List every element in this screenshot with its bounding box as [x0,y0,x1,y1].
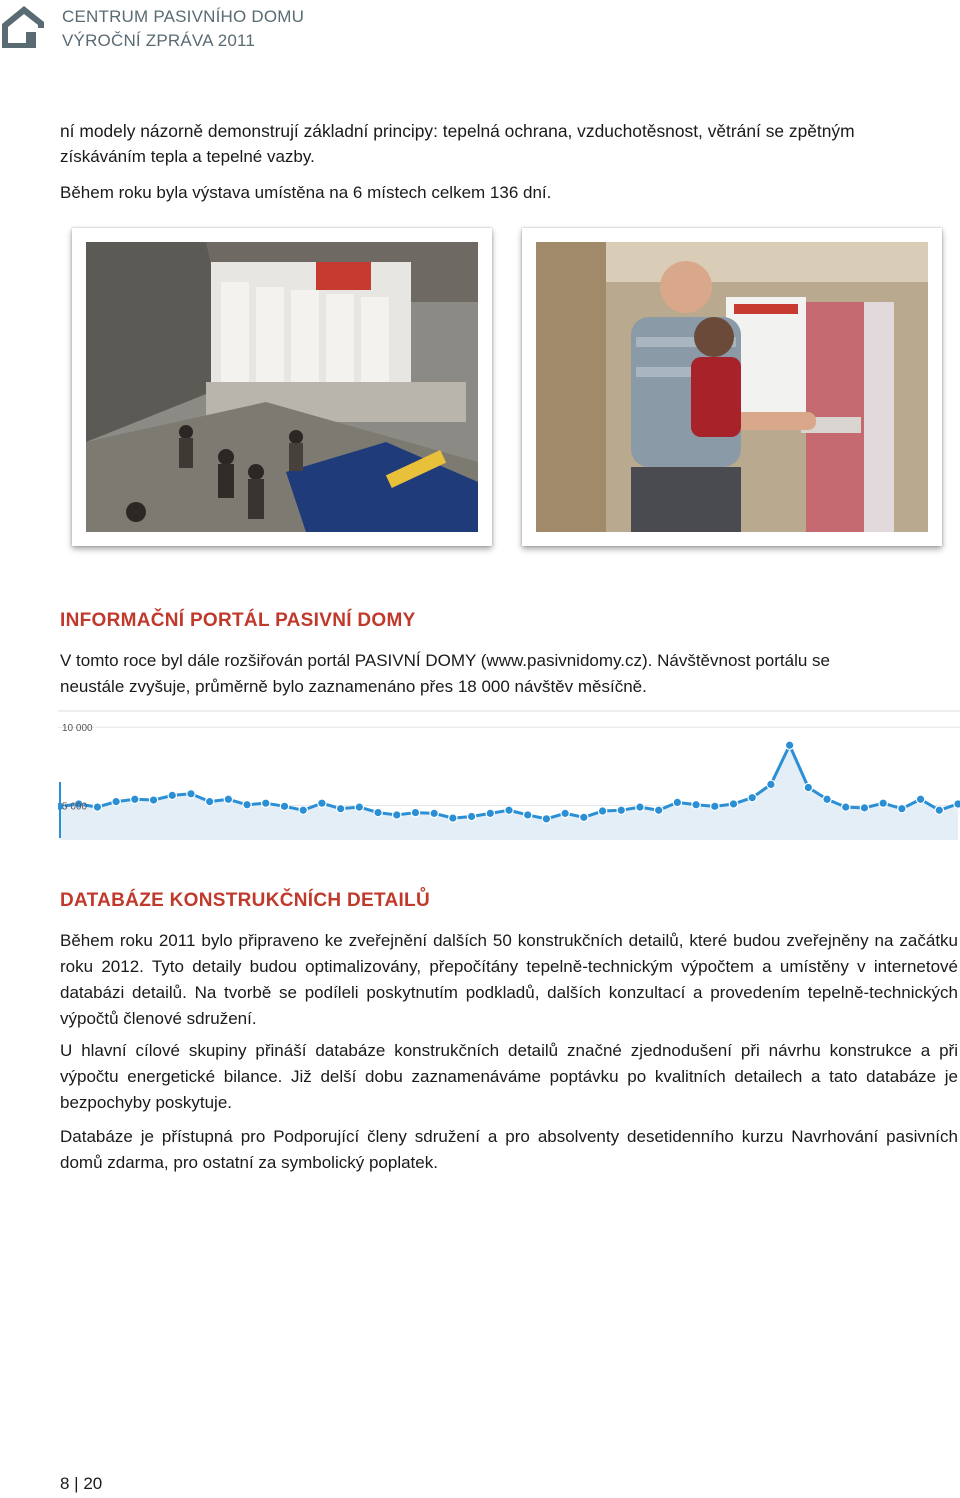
database-paragraph-3: Databáze je přístupná pro Podporující členy sdružení a pro absolventy desetidenního kurzu Navrhování pasivních domů zdarma, pro ostatní za symbolický poplatek. [60,1127,958,1172]
chart-data-point [318,799,326,807]
page-number: 8 | 20 [60,1474,103,1493]
chart-data-point [486,809,494,817]
chart-data-point [243,801,251,809]
header-line-2: VÝROČNÍ ZPRÁVA 2011 [62,31,256,50]
chart-data-point [205,797,213,805]
chart-data-point [505,806,513,814]
database-paragraph-1: Během roku 2011 bylo připraveno ke zveřejnění dalších 50 konstrukčních detailů, které budou zveřejněny na začátku roku 2012. Tyto detaily budou optimalizovány, přepočítány tepelně-technickým výpočtem a umístěny v internetové databázi detailů. Na tvorbě se podíleli poskytnutím podkladů, dalších konzultací a provedením tepelně-technických výpočtů členové sdružení. [60,931,958,1028]
section-heading-database: DATABÁZE KONSTRUKČNÍCH DETAILŮ [60,890,430,911]
chart-data-point [542,815,550,823]
chart-data-point [692,801,700,809]
chart-data-point [299,806,307,814]
y-tick-label: 10 000 [62,723,93,735]
chart-data-point [767,780,775,788]
chart-data-point [916,795,924,803]
chart-data-point [954,800,960,808]
visits-chart [58,710,960,840]
chart-data-point [430,809,438,817]
visits-chart-svg [58,710,960,840]
page-header [0,0,960,60]
chart-data-point [636,803,644,811]
chart-data-point [131,795,139,803]
intro-line-1: ní modely názorně demonstrují základní principy: tepelná ochrana, vzduchotěsnost, větrání se zpětným [60,121,855,141]
chart-data-point [935,806,943,814]
chart-data-point [149,796,157,804]
chart-data-point [580,813,588,821]
chart-data-point [804,783,812,791]
chart-data-point [411,808,419,816]
portal-line-2: neustále zvyšuje, průměrně bylo zaznamenáno přes 18 000 návštěv měsíčně. [60,677,647,696]
chart-data-point [654,806,662,814]
portal-line-1: V tomto roce byl dále rozšiřován portál PASIVNÍ DOMY (www.pasivnidomy.cz). Návštěvnost portálu se [60,651,831,670]
chart-data-point [393,811,401,819]
chart-data-point [355,803,363,811]
header-title [62,5,304,53]
chart-data-point [280,802,288,810]
chart-data-point [112,797,120,805]
chart-data-point [449,814,457,822]
visitors-photo [536,242,928,532]
header-line-1: CENTRUM PASIVNÍHO DOMU [62,7,305,26]
chart-data-point [823,795,831,803]
chart-data-point [860,804,868,812]
chart-data-point [711,802,719,810]
chart-data-point [673,798,681,806]
chart-data-point [598,807,606,815]
intro-line-2: získáváním tepla a tepelné vazby. [60,147,315,166]
chart-data-point [262,799,270,807]
chart-data-point [524,811,532,819]
chart-data-point [168,791,176,799]
exhibition-photo-frame [72,228,492,546]
chart-data-point [617,806,625,814]
section-heading-portal: INFORMAČNÍ PORTÁL PASIVNÍ DOMY [60,610,416,631]
intro-line-3: Během roku byla výstava umístěna na 6 místech celkem 136 dní. [60,183,552,202]
chart-data-point [467,812,475,820]
chart-data-point [93,803,101,811]
y-tick-label: 5 000 [62,801,88,813]
chart-data-point [561,809,569,817]
database-paragraph-2: U hlavní cílové skupiny přináší databáze konstrukčních detailů značné zjednodušení při návrhu konstrukce a při výpočtu energetické bilance. Již delší dobu zaznamenáváme poptávku po kvalitních detailech a tato databáze je bezpochyby poskytuje. [60,1041,958,1112]
chart-data-point [729,800,737,808]
chart-data-point [842,803,850,811]
house-logo-icon [0,2,48,50]
chart-data-point [374,808,382,816]
chart-data-point [748,794,756,802]
chart-data-point [785,741,793,749]
chart-data-point [187,790,195,798]
chart-data-point [898,804,906,812]
exhibition-photo [86,242,478,532]
visitors-photo-frame [522,228,942,546]
chart-data-point [879,799,887,807]
chart-data-point [224,795,232,803]
chart-data-point [336,804,344,812]
